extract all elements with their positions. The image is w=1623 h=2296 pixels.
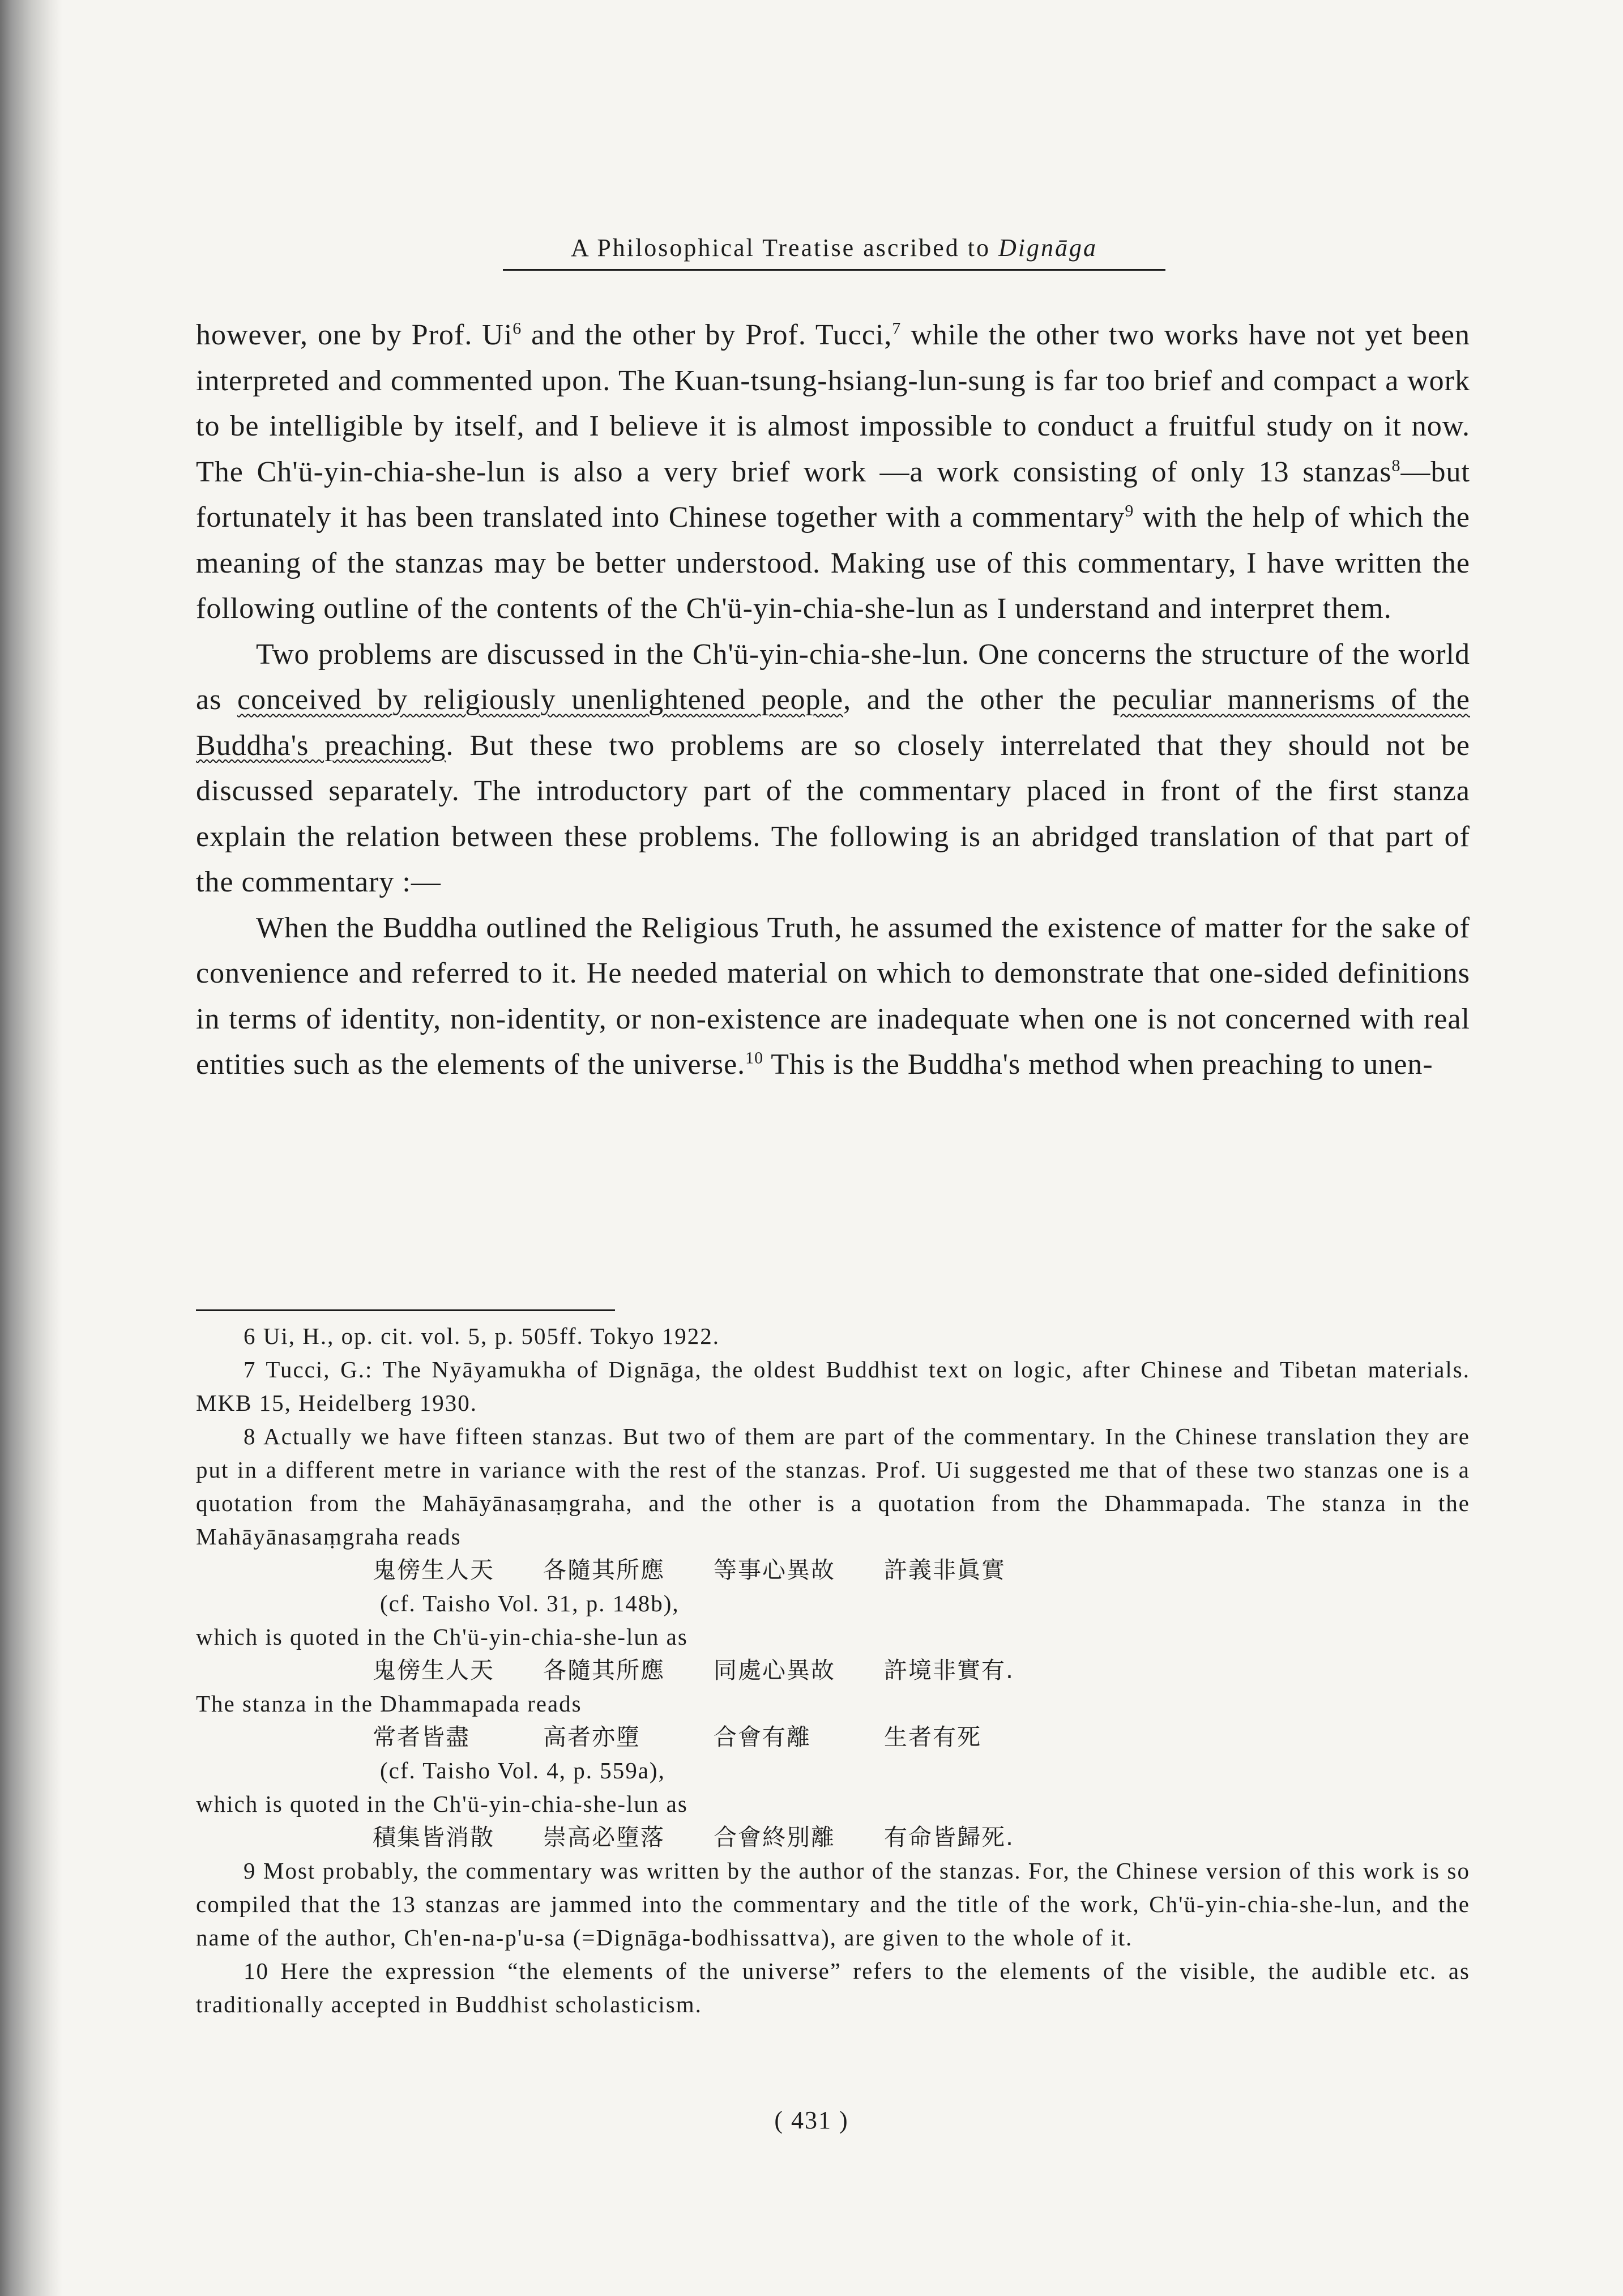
quoted-line-2: which is quoted in the Ch'ü-yin-chia-she-lun as <box>196 1791 688 1817</box>
citation-2: (cf. Taisho Vol. 4, p. 559a), <box>380 1757 665 1783</box>
footnotes <box>196 1320 1470 2021</box>
running-header-name: Dignāga <box>998 234 1098 262</box>
p3-text-b: This is the Buddha's method when preaching to unen- <box>763 1048 1433 1081</box>
footnote-ref-9: 9 <box>1125 501 1134 520</box>
paragraph-3 <box>196 906 1470 1088</box>
paragraph-1 <box>196 313 1470 632</box>
p2-underlined-2: peculiar mannerisms of the Buddha's preaching <box>196 684 1470 762</box>
p1-text-b: and the other by Prof. Tucci, <box>522 319 892 351</box>
p2-text-c: . But these two problems are so closely interrelated that they should not be discussed separately. The introductory part of the commentary placed in front of the first stanza explain the relation between these problems. The following is an abridged translation of that part of the commentary :— <box>196 729 1471 898</box>
running-header-prefix: A Philosophical Treatise ascribed to <box>570 234 999 262</box>
footnote-ref-10: 10 <box>745 1048 764 1068</box>
paragraph-2 <box>196 632 1470 906</box>
chinese-stanza-4: 積集皆消散 崇高必墮落 合會終別離 有命皆歸死. <box>373 1824 1015 1851</box>
quoted-line-1: which is quoted in the Ch'ü-yin-chia-she-lun as <box>196 1624 688 1650</box>
p2-text-a: Two problems are discussed in the Ch'ü-yin-chia-she-lun. One concerns the structure of the world as <box>196 638 1470 716</box>
footnote-10: 10 Here the expression “the elements of the universe” refers to the elements of the visible, the audible etc. as traditionally accepted in Buddhist scholasticism. <box>196 1958 1470 2017</box>
page-number: ( 431 ) <box>774 2106 849 2134</box>
citation-1: (cf. Taisho Vol. 31, p. 148b), <box>380 1590 680 1616</box>
chinese-stanza-3: 常者皆盡 高者亦墮 合會有離 生者有死 <box>373 1723 981 1751</box>
footnote-8: 8 Actually we have fifteen stanzas. But two of them are part of the commentary. In the Chinese translation they are put in a different metre in variance with the rest of the stanzas. Prof. Ui suggested me that of these two stanzas one is a quotation from the Mahāyānasaṃgraha, and the other is a quotation from the Dhammapada. The stanza in the Mahāyānasaṃgraha reads <box>196 1423 1470 1550</box>
chinese-stanza-1: 鬼傍生人天 各隨其所應 等事心異故 許義非眞實 <box>373 1556 1006 1584</box>
footnote-separator <box>196 1309 615 1311</box>
p1-text-c: while the other two works have not yet been interpreted and commented upon. The Kuan-tsung-hsiang-lun-sung is far too brief and compact a work to be intelligible by itself, and I believe it is almost impossible to conduct a fruitful study on it now. The Ch'ü-yin-chia-she-lun is also a very brief work —a work consisting of only 13 stanzas <box>196 319 1470 488</box>
p2-underlined-1: conceived by religiously unenlightened people <box>237 684 844 716</box>
footnote-ref-7: 7 <box>892 319 902 338</box>
body-text <box>196 313 1470 1088</box>
footnote-6: 6 Ui, H., op. cit. vol. 5, p. 505ff. Tokyo 1922. <box>244 1323 720 1349</box>
footnote-ref-8: 8 <box>1391 456 1401 475</box>
scan-binding-edge <box>0 0 62 2296</box>
chinese-stanza-2: 鬼傍生人天 各隨其所應 同處心異故 許境非實有. <box>373 1657 1015 1684</box>
p2-text-b: , and the other the <box>843 684 1113 716</box>
footnote-9: 9 Most probably, the commentary was written by the author of the stanzas. For, the Chinese version of this work is so compiled that the 13 stanzas are jammed into the commentary and the title of the work, Ch'ü-yin-chia-she-lun, and the name of the author, Ch'en-na-p'u-sa (=Dignāga-bodhissattva), are given to the whole of it. <box>196 1858 1470 1951</box>
p3-text-a: When the Buddha outlined the Religious Truth, he assumed the existence of matter for the sake of convenience and referred to it. He needed material on which to demonstrate that one-sided definitions in terms of identity, non-identity, or non-existence are inadequate when one is not concerned with real entities such as the elements of the universe. <box>196 911 1470 1081</box>
dhammapada-line: The stanza in the Dhammapada reads <box>196 1691 582 1717</box>
p1-text-d: —but fortunately it has been translated into Chinese together with a commentary <box>196 455 1470 534</box>
p1-text-e: with the help of which the meaning of the stanzas may be better understood. Making use of this commentary, I have written the following outline of the contents of the Ch'ü-yin-chia-she-lun as I understand and interpret them. <box>196 501 1471 625</box>
footnote-7: 7 Tucci, G.: The Nyāyamukha of Dignāga, the oldest Buddhist text on logic, after Chinese and Tibetan materials. MKB 15, Heidelberg 1930. <box>196 1356 1470 1416</box>
running-header <box>503 233 1165 271</box>
footnote-ref-6: 6 <box>512 319 522 338</box>
p1-text-a: however, one by Prof. Ui <box>196 319 513 351</box>
